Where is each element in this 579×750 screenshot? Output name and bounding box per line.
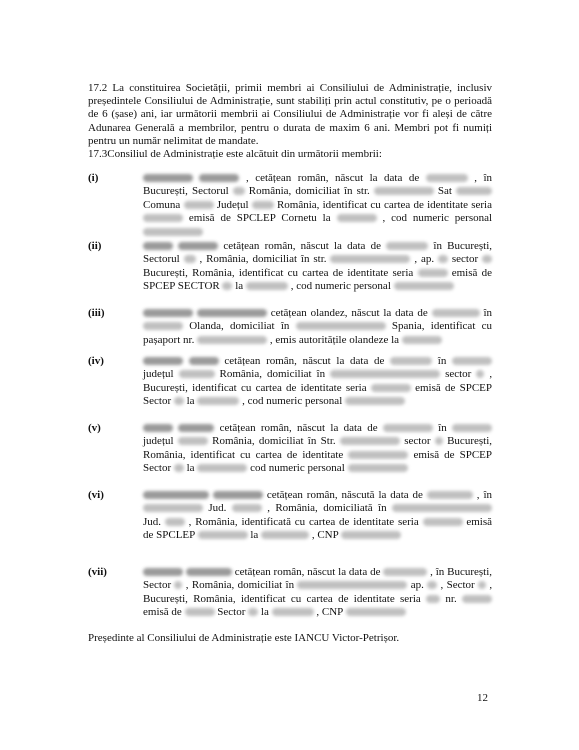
redacted-place — [452, 424, 492, 432]
redacted-value — [222, 282, 232, 290]
redacted-value — [198, 531, 248, 539]
redacted-date — [432, 309, 480, 317]
redacted-value — [435, 437, 443, 445]
redacted-value — [438, 255, 448, 263]
redacted-date — [246, 282, 288, 290]
redacted-address — [296, 322, 386, 330]
redacted-date — [383, 568, 427, 576]
redacted-name — [143, 424, 173, 432]
redacted-date — [337, 214, 377, 222]
redacted-value — [232, 504, 262, 512]
member-entry-vii: (vii) cetățean român, născut la data de , în București, Sector , România, domiciliat în ap. , Sector , București, România, identificat cu cartea de identitate seria nr. emisă de Sector la , CNP — [88, 566, 493, 619]
redacted-name — [199, 174, 239, 182]
redacted-name — [143, 309, 193, 317]
redacted-place — [452, 357, 492, 365]
redacted-cnp — [143, 228, 203, 236]
redacted-value — [174, 464, 184, 472]
redacted-date — [402, 336, 442, 344]
redacted-name — [143, 242, 173, 250]
redacted-address — [340, 437, 400, 445]
redacted-address — [330, 370, 440, 378]
redacted-date — [272, 608, 314, 616]
redacted-date — [197, 464, 247, 472]
redacted-id — [426, 595, 440, 603]
entry-number: (vi) — [88, 489, 104, 501]
member-entry-ii: (ii) cetățean român, născut la data de în București, Sectorul , România, domiciliat în str. , ap. sector București, România, identificat cu cartea de identitate seria emisă de SPCEP SECTOR la , cod numeric personal — [88, 240, 493, 293]
member-entry-i: (i) , cetățean român, născut la data de , în București, Sectorul România, domiciliat în str. Sat Comuna Județul România, identificat cu cartea de identitate seria emisă de SPCLEP Cornetu la , cod numeric personal — [88, 172, 492, 239]
redacted-date — [386, 242, 428, 250]
redacted-passport — [197, 336, 267, 344]
redacted-address — [330, 255, 410, 263]
redacted-date — [261, 531, 309, 539]
redacted-name — [189, 357, 219, 365]
redacted-value — [185, 608, 215, 616]
page-number: 12 — [477, 692, 488, 704]
paragraph-17-3: 17.3Consiliul de Administrație este alcătuit din următorii membrii: — [88, 148, 382, 161]
redacted-address — [392, 504, 492, 512]
redacted-value — [248, 608, 258, 616]
entry-number: (iv) — [88, 355, 104, 367]
member-entry-vi: (vi) cetățean român, născută la data de , în Jud. , România, domiciliată în Jud. , România, identificată cu cartea de identitate seria emisă de SPCLEP la , CNP — [88, 489, 493, 542]
redacted-id — [143, 214, 183, 222]
member-entry-v: (v) cetățean român, născut la data de în județul România, domiciliat în Str. sector București, România, identificat cu cartea de identitate emisă de SPCEP Sector la cod numeric personal — [88, 422, 493, 475]
redacted-date — [383, 424, 433, 432]
redacted-name — [178, 424, 214, 432]
redacted-value — [179, 370, 215, 378]
redacted-id — [423, 518, 463, 526]
entry-number: (v) — [88, 422, 101, 434]
redacted-date — [426, 174, 468, 182]
entry-number: (iii) — [88, 307, 105, 319]
redacted-value — [184, 255, 196, 263]
redacted-value — [252, 201, 274, 209]
member-entry-iv: (iv) cetățean român, născut la data de în județul România, domiciliat în sector , București, identificat cu cartea de identitate seria emisă de SPCEP Sector la , cod numeric personal — [88, 355, 493, 408]
entry-number: (vii) — [88, 566, 107, 578]
redacted-id — [371, 384, 411, 392]
redacted-place — [143, 322, 183, 330]
redacted-name — [143, 357, 183, 365]
redacted-name — [197, 309, 267, 317]
entry-number: (ii) — [88, 240, 102, 252]
redacted-address — [297, 581, 407, 589]
redacted-value — [476, 370, 484, 378]
redacted-value — [462, 595, 492, 603]
redacted-value — [184, 201, 214, 209]
article-17-intro — [88, 82, 492, 161]
redacted-cnp — [341, 531, 401, 539]
redacted-date — [427, 491, 473, 499]
redacted-name — [143, 174, 193, 182]
redacted-place — [143, 504, 203, 512]
board-president-statement: Președinte al Consiliului de Administrație este IANCU Victor-Petrișor. — [88, 632, 400, 644]
redacted-name — [213, 491, 263, 499]
redacted-value — [427, 581, 437, 589]
redacted-name — [143, 568, 183, 576]
member-entry-iii: (iii) cetățean olandez, născut la data de în Olanda, domiciliat în Spania, identificat cu pașaport nr. , emis autoritățile olandeze la — [88, 307, 492, 346]
redacted-address — [374, 187, 434, 195]
redacted-name — [178, 242, 218, 250]
redacted-value — [178, 437, 208, 445]
redacted-id — [348, 451, 408, 459]
redacted-name — [186, 568, 232, 576]
redacted-id — [418, 269, 448, 277]
redacted-date — [197, 397, 239, 405]
redacted-cnp — [346, 608, 406, 616]
entry-number: (i) — [88, 172, 99, 184]
redacted-value — [478, 581, 486, 589]
redacted-value — [233, 187, 245, 195]
redacted-value — [174, 397, 184, 405]
redacted-cnp — [348, 464, 408, 472]
redacted-value — [482, 255, 492, 263]
redacted-value — [165, 518, 185, 526]
redacted-value — [174, 581, 182, 589]
redacted-date — [390, 357, 432, 365]
redacted-cnp — [394, 282, 454, 290]
redacted-name — [143, 491, 209, 499]
redacted-cnp — [345, 397, 405, 405]
paragraph-17-2: 17.2 La constituirea Societății, primii membri ai Consiliului de Administrație, inclusiv președintele Consiliului de Administrație, sunt stabiliți prin actul constitutiv, pe o perioadă de 6 (șase) ani, iar următorii membrii ai Consiliului de Administrație vor fi aleși de către Adunarea Generală a membrilor, pentru o durata de maxim 6 ani. Membri pot fi numiți pentru un număr nelimitat de mandate. — [88, 82, 492, 147]
redacted-value — [456, 187, 492, 195]
